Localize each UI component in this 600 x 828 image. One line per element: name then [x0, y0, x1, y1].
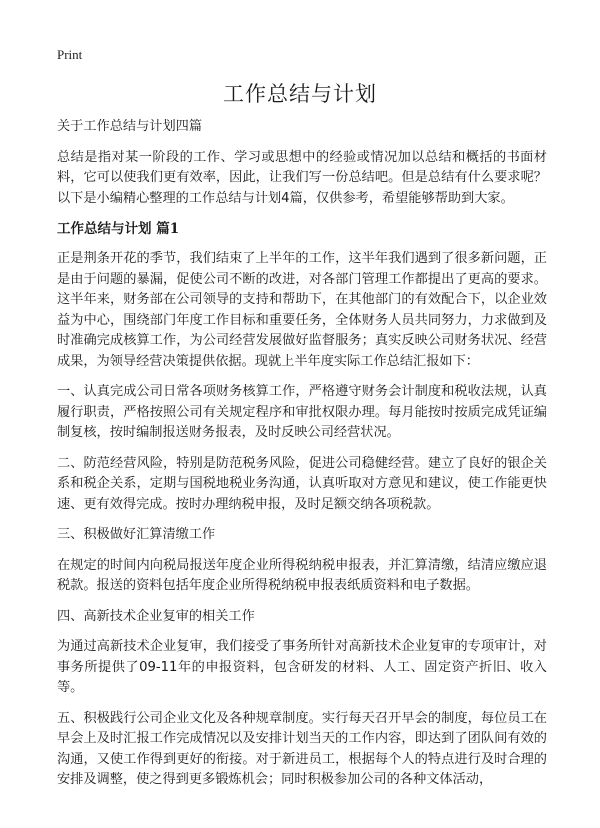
body-paragraph: 四、高新技术企业复审的相关工作	[57, 608, 255, 624]
print-link[interactable]: Print	[57, 47, 83, 62]
section-heading: 工作总结与计划 篇1	[57, 221, 180, 237]
document-body	[57, 117, 547, 801]
intro-paragraph: 总结是指对某一阶段的工作、学习或思想中的经验或情况加以总结和概括的书面材料，它可以使我们更有效率，因此，让我们写一份总结吧。但是总结有什么要求呢？以下是小编精心整理的工作总结与计划4篇，仅供参考，希望能够帮助到大家。	[57, 149, 547, 206]
document-subtitle: 关于工作总结与计划四篇	[57, 119, 203, 134]
body-paragraph: 五、积极践行公司企业文化及各种规章制度。实行每天召开早会的制度，每位员工在早会上及时汇报工作完成情况以及安排计划当天的工作内容，即达到了团队间有效的沟通，又使工作得到更好的衔接。对于新进员工，根据每个人的特点进行及时合理的安排及调整，使之得到更多锻炼机会；同时积极参加公司的各种文体活动，	[57, 710, 547, 787]
body-paragraph: 一、认真完成公司日常各项财务核算工作，严格遵守财务会计制度和税收法规，认真履行职责，严格按照公司有关规定程序和审批权限办理。每月能按时按质完成凭证编制复核，按时编制报送财务报表，及时反映公司经营状况。	[57, 384, 547, 440]
document-title: 工作总结与计划	[223, 82, 377, 106]
body-paragraph: 三、积极做好汇算清缴工作	[57, 527, 216, 542]
body-paragraph: 正是荆条开花的季节，我们结束了上半年的工作，这半年我们遇到了很多新问题，正是由于问题的暴漏，促使公司不断的改进，对各部门管理工作都提出了更高的要求。这半年来，财务部在公司领导的支持和帮助下，在其他部门的有效配合下，以企业效益为中心，围绕部门年度工作目标和重要任务，全体财务人员共同努力，力求做到及时准确完成核算工作，为公司经营发展做好监督服务；真实反映公司财务状况、经营成果，为领导经营决策提供依据。现就上半年度实际工作总结汇报如下：	[57, 251, 547, 369]
body-paragraph: 二、防范经营风险，特别是防范税务风险，促进公司稳健经营。建立了良好的银企关系和税企关系，定期与国税地税业务沟通，认真听取对方意见和建议，使工作能更快速、更有效得完成。按时办理纳税申报，及时足额交纳各项税款。	[57, 455, 547, 512]
body-paragraph: 在规定的时间内向税局报送年度企业所得税纳税申报表，并汇算清缴，结清应缴应退税款。报送的资料包括年度企业所得税纳税申报表纸质资料和电子数据。	[57, 557, 547, 593]
body-paragraph: 为通过高新技术企业复审，我们接受了事务所针对高新技术企业复审的专项审计，对事务所提供了09-11年的申报资料，包含研发的材料、人工、固定资产折旧、收入等。	[57, 639, 547, 695]
